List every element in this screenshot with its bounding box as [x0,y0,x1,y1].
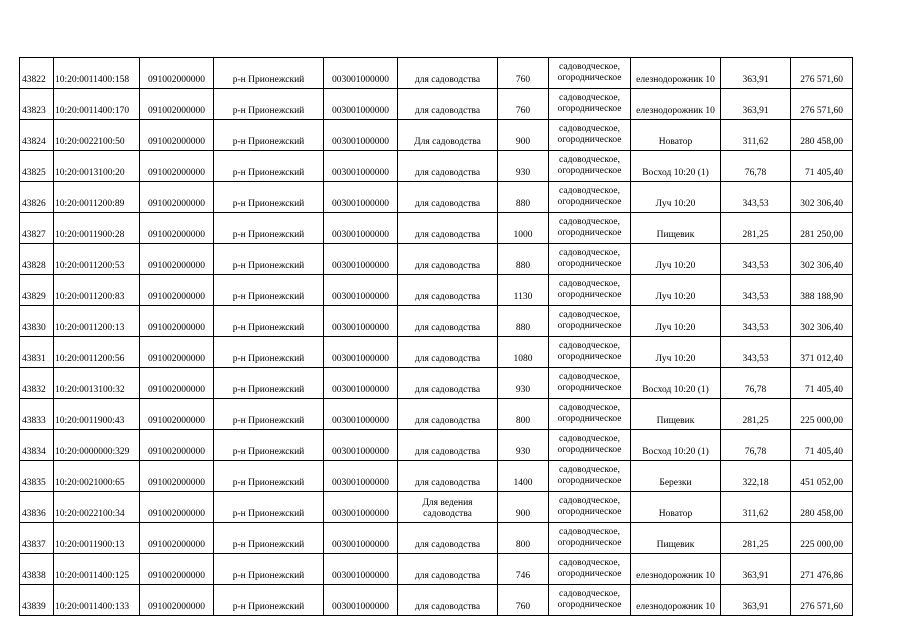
district-cell: р-н Прионежский [214,89,324,120]
row-id-cell: 43839 [20,585,54,616]
cadastral-value-cell: 71 405,40 [791,368,853,399]
row-id-cell: 43829 [20,275,54,306]
oktmo-code-cell: 003001000000 [324,368,398,399]
oktmo-code-cell: 003001000000 [324,492,398,523]
location-cell: Луч 10:20 [631,244,721,275]
location-cell: Новатор [631,492,721,523]
oktmo-code-cell: 003001000000 [324,430,398,461]
cadastral-value-cell: 276 571,60 [791,58,853,89]
cadastral-number-cell: 10:20:0000000:329 [54,430,140,461]
purpose-cell: для садоводства [398,151,498,182]
row-id-cell: 43824 [20,120,54,151]
usage-cell [549,213,631,244]
rate-cell: 281,25 [721,523,791,554]
usage-cell [549,492,631,523]
usage-cell [549,368,631,399]
cadastral-value-cell: 225 000,00 [791,523,853,554]
okato-code-cell: 091002000000 [140,399,214,430]
usage-line-1: садоводческое, [559,403,620,413]
okato-code-cell: 091002000000 [140,368,214,399]
usage-cell [549,430,631,461]
usage-cell [549,523,631,554]
table-row [20,89,853,120]
row-id-cell: 43832 [20,368,54,399]
purpose-cell: для садоводства [398,275,498,306]
district-cell: р-н Прионежский [214,368,324,399]
cadastral-value-cell: 276 571,60 [791,585,853,616]
usage-line-1: садоводческое, [559,124,620,134]
oktmo-code-cell: 003001000000 [324,182,398,213]
usage-cell [549,554,631,585]
table-row [20,585,853,616]
usage-cell [549,244,631,275]
location-cell: Березки [631,461,721,492]
cadastral-value-cell: 271 476,86 [791,554,853,585]
usage-cell [549,151,631,182]
cadastral-number-cell: 10:20:0011200:56 [54,337,140,368]
rate-cell: 343,53 [721,244,791,275]
district-cell: р-н Прионежский [214,275,324,306]
location-cell: Пищевик [631,213,721,244]
location-cell: Восход 10:20 (1) [631,151,721,182]
usage-line-2: огородническое [557,321,622,331]
oktmo-code-cell: 003001000000 [324,306,398,337]
purpose-cell: для садоводства [398,585,498,616]
usage-line-2: огородническое [557,383,622,393]
rate-cell: 281,25 [721,399,791,430]
table-row [20,244,853,275]
row-id-cell: 43826 [20,182,54,213]
district-cell: р-н Прионежский [214,554,324,585]
cadastral-value-cell: 302 306,40 [791,244,853,275]
okato-code-cell: 091002000000 [140,151,214,182]
usage-line-1: садоводческое, [559,62,620,72]
usage-line-2: огородническое [557,259,622,269]
area-cell: 760 [498,58,549,89]
location-cell: Восход 10:20 (1) [631,368,721,399]
rate-cell: 343,53 [721,337,791,368]
row-id-cell: 43838 [20,554,54,585]
row-id-cell: 43823 [20,89,54,120]
table-body [20,58,853,616]
rate-cell: 363,91 [721,58,791,89]
location-cell: елезнодорожник 10 [631,89,721,120]
usage-line-2: огородническое [557,166,622,176]
table-row [20,337,853,368]
district-cell: р-н Прионежский [214,151,324,182]
oktmo-code-cell: 003001000000 [324,337,398,368]
district-cell: р-н Прионежский [214,492,324,523]
okato-code-cell: 091002000000 [140,492,214,523]
usage-line-1: садоводческое, [559,434,620,444]
okato-code-cell: 091002000000 [140,244,214,275]
okato-code-cell: 091002000000 [140,58,214,89]
district-cell: р-н Прионежский [214,430,324,461]
location-cell: Пищевик [631,523,721,554]
usage-line-1: садоводческое, [559,589,620,599]
district-cell: р-н Прионежский [214,585,324,616]
area-cell: 800 [498,523,549,554]
okato-code-cell: 091002000000 [140,554,214,585]
district-cell: р-н Прионежский [214,182,324,213]
usage-cell [549,89,631,120]
cadastral-value-cell: 371 012,40 [791,337,853,368]
area-cell: 880 [498,244,549,275]
location-cell: Луч 10:20 [631,275,721,306]
usage-line-2: огородническое [557,290,622,300]
usage-line-1: садоводческое, [559,372,620,382]
row-id-cell: 43831 [20,337,54,368]
cadastral-value-cell: 280 458,00 [791,120,853,151]
table-row [20,182,853,213]
table-row [20,523,853,554]
usage-line-1: садоводческое, [559,186,620,196]
district-cell: р-н Прионежский [214,399,324,430]
okato-code-cell: 091002000000 [140,461,214,492]
location-cell: Луч 10:20 [631,337,721,368]
usage-line-1: садоводческое, [559,93,620,103]
location-cell: Новатор [631,120,721,151]
usage-line-2: огородническое [557,538,622,548]
cadastral-value-cell: 71 405,40 [791,430,853,461]
purpose-cell: Для садоводства [398,120,498,151]
usage-line-1: садоводческое, [559,155,620,165]
cadastral-number-cell: 10:20:0013100:32 [54,368,140,399]
area-cell: 1000 [498,213,549,244]
rate-cell: 343,53 [721,275,791,306]
usage-line-1: садоводческое, [559,527,620,537]
row-id-cell: 43827 [20,213,54,244]
rate-cell: 363,91 [721,89,791,120]
area-cell: 760 [498,585,549,616]
district-cell: р-н Прионежский [214,461,324,492]
area-cell: 930 [498,368,549,399]
usage-line-2: огородническое [557,600,622,610]
row-id-cell: 43828 [20,244,54,275]
cadastral-value-cell: 302 306,40 [791,306,853,337]
rate-cell: 76,78 [721,430,791,461]
oktmo-code-cell: 003001000000 [324,275,398,306]
usage-line-2: огородническое [557,73,622,83]
cadastral-value-cell: 302 306,40 [791,182,853,213]
cadastral-number-cell: 10:20:0022100:34 [54,492,140,523]
usage-line-1: садоводческое, [559,558,620,568]
purpose-cell: для садоводства [398,461,498,492]
oktmo-code-cell: 003001000000 [324,89,398,120]
cadastral-value-cell: 71 405,40 [791,151,853,182]
cadastral-number-cell: 10:20:0011200:13 [54,306,140,337]
table-row [20,554,853,585]
okato-code-cell: 091002000000 [140,337,214,368]
table-row [20,461,853,492]
row-id-cell: 43833 [20,399,54,430]
rate-cell: 363,91 [721,554,791,585]
usage-line-1: садоводческое, [559,341,620,351]
usage-line-1: садоводческое, [559,248,620,258]
area-cell: 1400 [498,461,549,492]
usage-cell [549,182,631,213]
cadastral-number-cell: 10:20:0011900:13 [54,523,140,554]
purpose-cell: для садоводства [398,430,498,461]
purpose-cell: для садоводства [398,368,498,399]
okato-code-cell: 091002000000 [140,182,214,213]
rate-cell: 343,53 [721,306,791,337]
row-id-cell: 43836 [20,492,54,523]
usage-line-1: садоводческое, [559,310,620,320]
usage-cell [549,461,631,492]
usage-cell [549,120,631,151]
okato-code-cell: 091002000000 [140,430,214,461]
usage-cell [549,337,631,368]
cadastral-number-cell: 10:20:0011200:53 [54,244,140,275]
oktmo-code-cell: 003001000000 [324,151,398,182]
table-row [20,275,853,306]
row-id-cell: 43837 [20,523,54,554]
cadastral-number-cell: 10:20:0011400:158 [54,58,140,89]
location-cell: елезнодорожник 10 [631,554,721,585]
area-cell: 930 [498,151,549,182]
oktmo-code-cell: 003001000000 [324,523,398,554]
area-cell: 746 [498,554,549,585]
usage-line-2: огородническое [557,507,622,517]
cadastral-number-cell: 10:20:0022100:50 [54,120,140,151]
usage-line-2: огородническое [557,135,622,145]
area-cell: 1080 [498,337,549,368]
row-id-cell: 43822 [20,58,54,89]
oktmo-code-cell: 003001000000 [324,585,398,616]
oktmo-code-cell: 003001000000 [324,120,398,151]
rate-cell: 311,62 [721,492,791,523]
okato-code-cell: 091002000000 [140,213,214,244]
usage-line-1: садоводческое, [559,279,620,289]
rate-cell: 343,53 [721,182,791,213]
district-cell: р-н Прионежский [214,306,324,337]
rate-cell: 76,78 [721,151,791,182]
row-id-cell: 43825 [20,151,54,182]
area-cell: 760 [498,89,549,120]
oktmo-code-cell: 003001000000 [324,213,398,244]
usage-line-2: огородническое [557,445,622,455]
usage-line-1: садоводческое, [559,465,620,475]
purpose-cell: для садоводства [398,306,498,337]
purpose-cell: для садоводства [398,182,498,213]
purpose-cell: для садоводства [398,523,498,554]
cadastral-number-cell: 10:20:0011200:89 [54,182,140,213]
table-row [20,306,853,337]
district-cell: р-н Прионежский [214,337,324,368]
purpose-cell: для садоводства [398,244,498,275]
location-cell: елезнодорожник 10 [631,585,721,616]
district-cell: р-н Прионежский [214,58,324,89]
table-row [20,151,853,182]
purpose-cell: для садоводства [398,89,498,120]
area-cell: 930 [498,430,549,461]
location-cell: Луч 10:20 [631,182,721,213]
usage-line-2: огородническое [557,414,622,424]
rate-cell: 76,78 [721,368,791,399]
cadastral-number-cell: 10:20:0011900:28 [54,213,140,244]
cadastral-number-cell: 10:20:0021000:65 [54,461,140,492]
cadastral-number-cell: 10:20:0013100:20 [54,151,140,182]
table-row [20,492,853,523]
okato-code-cell: 091002000000 [140,306,214,337]
area-cell: 880 [498,182,549,213]
usage-line-2: огородническое [557,476,622,486]
area-cell: 900 [498,120,549,151]
rate-cell: 363,91 [721,585,791,616]
area-cell: 1130 [498,275,549,306]
table-row [20,58,853,89]
oktmo-code-cell: 003001000000 [324,244,398,275]
row-id-cell: 43834 [20,430,54,461]
cadastral-number-cell: 10:20:0011200:83 [54,275,140,306]
usage-cell [549,275,631,306]
usage-line-2: огородническое [557,104,622,114]
district-cell: р-н Прионежский [214,120,324,151]
cadastral-value-cell: 281 250,00 [791,213,853,244]
purpose-cell: для садоводства [398,213,498,244]
purpose-cell: Для ведения садоводства [398,492,498,523]
oktmo-code-cell: 003001000000 [324,399,398,430]
location-cell: Восход 10:20 (1) [631,430,721,461]
cadastral-value-cell: 451 052,00 [791,461,853,492]
oktmo-code-cell: 003001000000 [324,554,398,585]
district-cell: р-н Прионежский [214,244,324,275]
rate-cell: 281,25 [721,213,791,244]
cadastral-value-cell: 276 571,60 [791,89,853,120]
rate-cell: 322,18 [721,461,791,492]
usage-line-1: садоводческое, [559,217,620,227]
purpose-cell: для садоводства [398,399,498,430]
cadastral-number-cell: 10:20:0011900:43 [54,399,140,430]
purpose-cell: для садоводства [398,58,498,89]
cadastral-value-cell: 225 000,00 [791,399,853,430]
okato-code-cell: 091002000000 [140,275,214,306]
usage-cell [549,585,631,616]
table-row [20,120,853,151]
row-id-cell: 43835 [20,461,54,492]
usage-line-2: огородническое [557,197,622,207]
land-plots-table [19,57,853,616]
table-row [20,399,853,430]
rate-cell: 311,62 [721,120,791,151]
oktmo-code-cell: 003001000000 [324,58,398,89]
area-cell: 880 [498,306,549,337]
usage-line-2: огородническое [557,228,622,238]
cadastral-number-cell: 10:20:0011400:133 [54,585,140,616]
area-cell: 900 [498,492,549,523]
purpose-cell: для садоводства [398,554,498,585]
location-cell: Пищевик [631,399,721,430]
usage-cell [549,58,631,89]
oktmo-code-cell: 003001000000 [324,461,398,492]
location-cell: елезнодорожник 10 [631,58,721,89]
usage-line-1: садоводческое, [559,496,620,506]
row-id-cell: 43830 [20,306,54,337]
okato-code-cell: 091002000000 [140,89,214,120]
cadastral-number-cell: 10:20:0011400:170 [54,89,140,120]
cadastral-number-cell: 10:20:0011400:125 [54,554,140,585]
purpose-cell: для садоводства [398,337,498,368]
cadastral-value-cell: 388 188,90 [791,275,853,306]
usage-line-2: огородническое [557,569,622,579]
cadastral-value-cell: 280 458,00 [791,492,853,523]
location-cell: Луч 10:20 [631,306,721,337]
usage-line-2: огородническое [557,352,622,362]
table-row [20,213,853,244]
area-cell: 800 [498,399,549,430]
usage-cell [549,399,631,430]
usage-cell [549,306,631,337]
okato-code-cell: 091002000000 [140,585,214,616]
okato-code-cell: 091002000000 [140,523,214,554]
okato-code-cell: 091002000000 [140,120,214,151]
district-cell: р-н Прионежский [214,213,324,244]
table-row [20,430,853,461]
district-cell: р-н Прионежский [214,523,324,554]
table-row [20,368,853,399]
